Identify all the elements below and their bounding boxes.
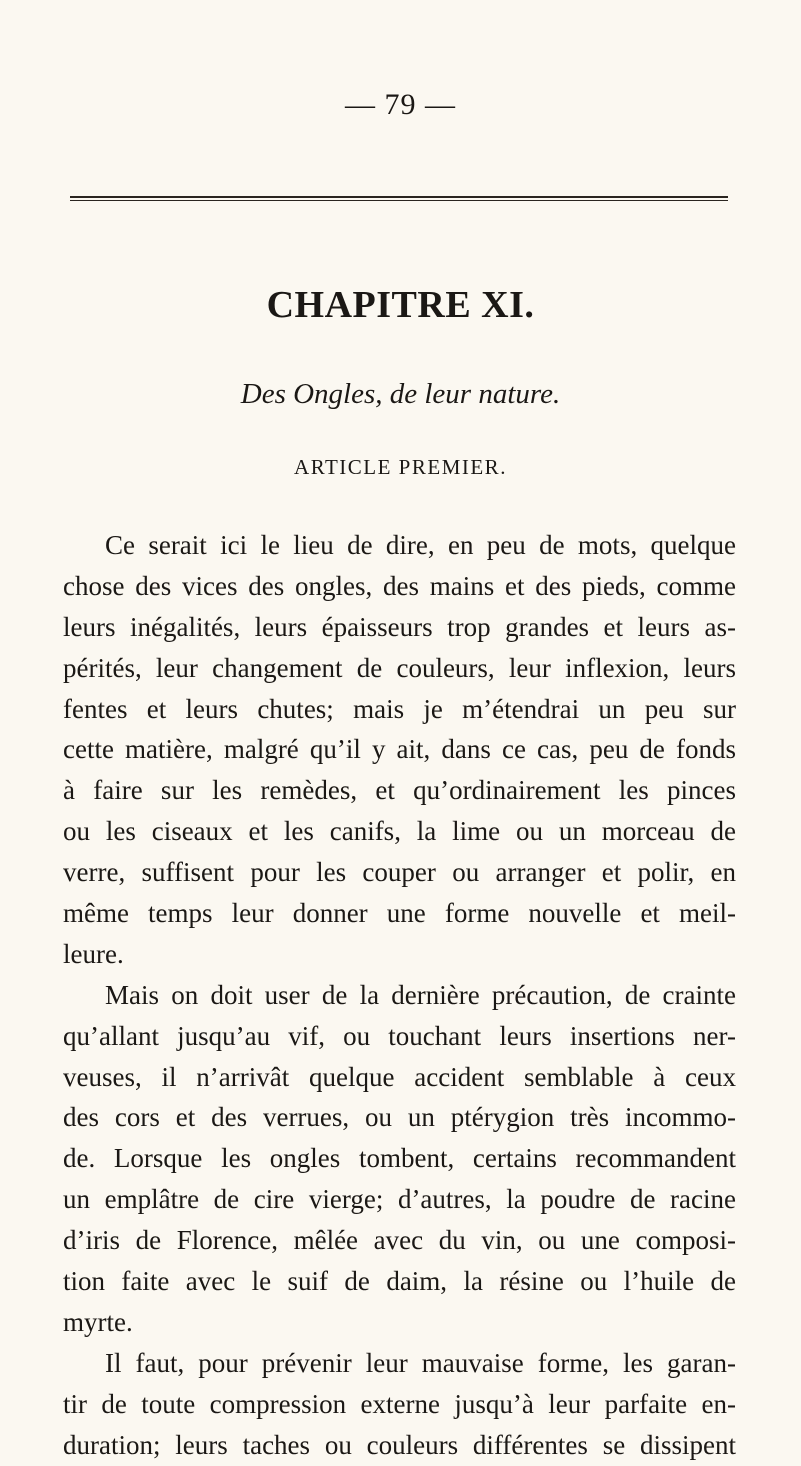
text-line: chose des vices des ongles, des mains et des pieds, comme xyxy=(63,570,736,601)
text-line: myrte. xyxy=(63,1306,133,1337)
text-line: verre, suffisent pour les couper ou arranger et polir, en xyxy=(63,857,736,888)
text-line: pérités, leur changement de couleurs, leur inflexion, leurs xyxy=(63,652,736,683)
chapter-subtitle: Des Ongles, de leur nature. xyxy=(240,378,561,410)
text-line: leurs inégalités, leurs épaisseurs trop grandes et leurs as- xyxy=(63,611,736,642)
text-line: un emplâtre de cire vierge; d’autres, la poudre de racine xyxy=(63,1184,736,1215)
text-line: tion faite avec le suif de daim, la résine ou l’huile de xyxy=(63,1266,736,1297)
text-line: Mais on doit user de la dernière précaution, de crainte xyxy=(105,979,736,1010)
text-line: ou les ciseaux et les canifs, la lime ou un morceau de xyxy=(63,816,736,847)
article-heading: ARTICLE PREMIER. xyxy=(294,455,507,479)
text-line: leure. xyxy=(63,938,124,969)
page-number: — 79 — xyxy=(345,88,456,121)
text-line: duration; leurs taches ou couleurs différentes se dissipent xyxy=(63,1429,736,1460)
text-line: qu’allant jusqu’au vif, ou touchant leurs insertions ner- xyxy=(63,1020,736,1051)
text-line: à faire sur les remèdes, et qu’ordinairement les pinces xyxy=(63,775,736,806)
text-line: d’iris de Florence, mêlée avec du vin, ou une composi- xyxy=(63,1225,736,1256)
text-line: veuses, il n’arrivât quelque accident semblable à ceux xyxy=(63,1061,736,1092)
text-line: Il faut, pour prévenir leur mauvaise forme, les garan- xyxy=(105,1347,736,1378)
text-line: tir de toute compression externe jusqu’à leur parfaite en- xyxy=(63,1388,736,1419)
text-line: cette matière, malgré qu’il y ait, dans ce cas, peu de fonds xyxy=(63,734,736,765)
body-text xyxy=(63,525,736,1465)
text-line: fentes et leurs chutes; mais je m’étendrai un peu sur xyxy=(63,693,736,724)
text-line: des cors et des verrues, ou un ptérygion très incommo- xyxy=(63,1102,736,1133)
text-line: Ce serait ici le lieu de dire, en peu de mots, quelque xyxy=(105,530,736,560)
chapter-title: CHAPITRE XI. xyxy=(266,284,535,326)
text-line: de. Lorsque les ongles tombent, certains recommandent xyxy=(63,1143,736,1174)
header-rule xyxy=(70,196,728,201)
text-line: même temps leur donner une forme nouvelle et meil- xyxy=(63,898,736,929)
